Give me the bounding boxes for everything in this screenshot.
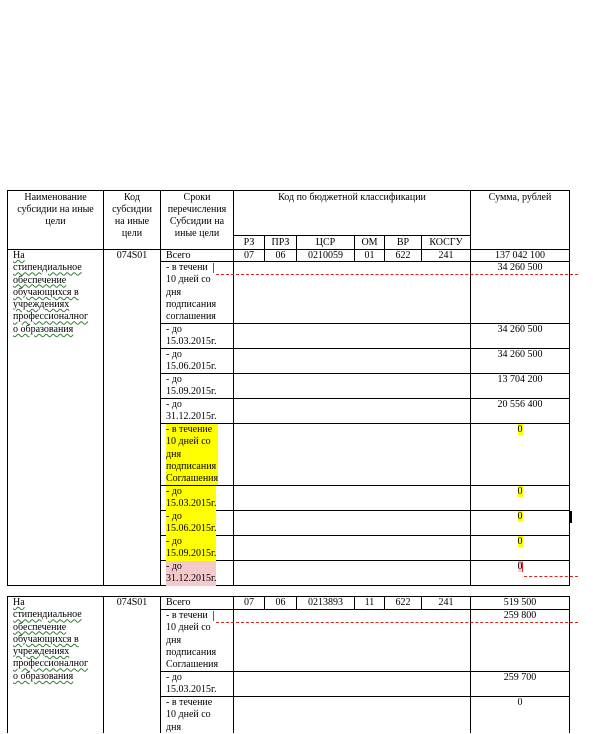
term-row: - в течение 10 дней со дня: [166, 697, 213, 733]
total-rz: 07: [244, 250, 254, 261]
term-row: - до 31.12.2015г.: [166, 399, 217, 423]
row-sum: 34 260 500: [497, 324, 543, 335]
term-row: - до 15.09.2015г.: [166, 374, 217, 398]
total-prz: 06: [275, 597, 286, 608]
table-border: [233, 235, 470, 236]
table-border: [160, 190, 161, 586]
table-border: [7, 596, 8, 733]
total-rz: 07: [244, 597, 254, 608]
header-subsidy-code: Код субсидии на иные цели: [112, 192, 152, 239]
term-row-highlighted: - до 15.09.2015г.: [166, 536, 217, 560]
header-transfer-terms: Сроки перечисления Субсидии на иные цели: [167, 192, 227, 239]
total-om: 11: [364, 597, 375, 608]
row-sum: 34 260 500: [497, 262, 543, 273]
term-row-highlighted: - до 15.06.2015г.: [166, 511, 217, 535]
total-sum: 137 042 100: [495, 250, 545, 261]
header-sum: Сумма, рублей: [488, 192, 552, 203]
header-csr: ЦСР: [315, 237, 336, 248]
header-subsidy-name: Наименование субсидии на иные цели: [17, 192, 94, 227]
term-row-highlighted: - в течение 10 дней со дня подписания Соглашения: [166, 424, 219, 485]
total-label: Всего: [166, 597, 191, 608]
row-sum: 259 700: [503, 672, 537, 683]
total-kosgu: 241: [438, 250, 454, 261]
table-border: [569, 190, 570, 586]
row-sum: 0: [517, 561, 523, 572]
term-row: - в течени 10 дней со дня подписания Соглашения: [166, 610, 219, 671]
subsidy-name: На стипендиальное обеспечение обучающихся в учреждениях профессионалног о образования: [13, 597, 89, 682]
term-row-highlighted: - до 15.03.2015г.: [166, 486, 217, 510]
table-border: [7, 190, 8, 586]
row-sum: 0: [517, 511, 523, 522]
row-sum: 20 556 400: [497, 399, 543, 410]
table-border: [103, 596, 104, 733]
table-border: [160, 596, 161, 733]
row-sum: 0: [517, 536, 523, 547]
total-csr: 0213893: [308, 597, 343, 608]
term-row-deleted: - до 31.12.2015г.: [166, 561, 217, 585]
edit-cursor: [213, 611, 214, 621]
row-sum: 0: [517, 486, 523, 497]
table-border: [7, 190, 570, 191]
term-row: - до 15.06.2015г.: [166, 349, 217, 373]
edit-cursor: [522, 562, 523, 572]
row-sum: 34 260 500: [497, 349, 543, 360]
term-row: - до 15.03.2015г.: [166, 672, 217, 696]
header-prz: ПРЗ: [271, 237, 290, 248]
subsidy-code: 074S01: [116, 250, 148, 261]
text-cursor: [570, 511, 572, 523]
header-om: ОМ: [361, 237, 378, 248]
subsidy-name: На стипендиальное обеспечение обучающихся в учреждениях профессионалног о образования: [13, 250, 89, 335]
total-label: Всего: [166, 250, 191, 261]
row-sum: 13 704 200: [497, 374, 543, 385]
term-row: - до 15.03.2015г.: [166, 324, 217, 348]
edit-cursor: [213, 263, 214, 273]
total-vr: 622: [395, 597, 411, 608]
header-rz: РЗ: [243, 237, 255, 248]
tracked-change-line: [524, 576, 578, 577]
table-border: [569, 596, 570, 733]
row-sum: 259 800: [503, 610, 537, 621]
tracked-change-line: [216, 274, 578, 275]
table-border: [233, 596, 234, 733]
total-prz: 06: [275, 250, 286, 261]
header-vr: ВР: [396, 237, 410, 248]
table-border: [7, 585, 570, 586]
total-csr: 0210059: [308, 250, 343, 261]
header-budget-classification: Код по бюджетной классификации: [278, 192, 426, 203]
total-om: 01: [364, 250, 375, 261]
row-sum: 0: [517, 697, 523, 708]
total-vr: 622: [395, 250, 411, 261]
total-sum: 519 500: [503, 597, 537, 608]
subsidy-code: 074S01: [116, 597, 148, 608]
tracked-change-line: [216, 622, 578, 623]
row-sum: 0: [517, 424, 523, 435]
total-kosgu: 241: [438, 597, 454, 608]
term-row: - в течени 10 дней со дня подписания соглашения: [166, 262, 217, 323]
header-kosgu: КОСГУ: [429, 237, 463, 248]
